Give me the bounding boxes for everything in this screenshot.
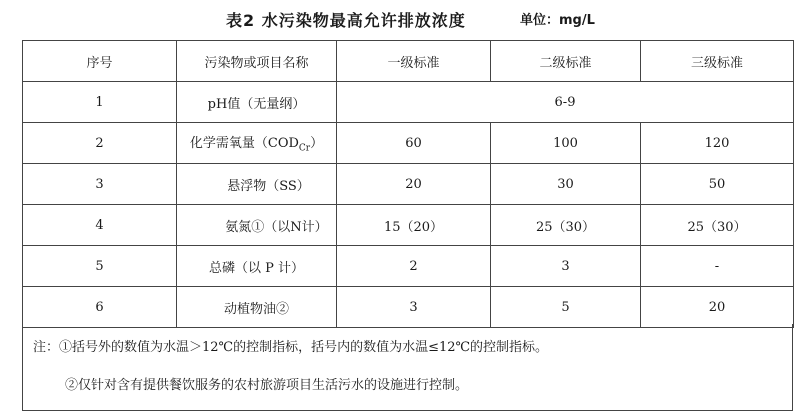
value-level1: 3: [337, 287, 491, 328]
row-no: 2: [23, 123, 177, 164]
value-level2: 25（30）: [491, 205, 641, 246]
value-level3: -: [641, 246, 794, 287]
row-name-tail: ）: [310, 136, 324, 152]
row-name: 悬浮物（SS）: [177, 164, 337, 205]
row-name: [177, 123, 337, 164]
header-name: 污染物或项目名称: [177, 41, 337, 82]
row-no: 4: [23, 205, 177, 246]
value-level3: 20: [641, 287, 794, 328]
value-level2: 30: [491, 164, 641, 205]
table-header-row: [23, 41, 794, 82]
row-no: 1: [23, 82, 177, 123]
value-level2: 3: [491, 246, 641, 287]
row-name: 总磷（以 P 计）: [177, 246, 337, 287]
value-level1: 20: [337, 164, 491, 205]
value-level3: 120: [641, 123, 794, 164]
title-row: [0, 0, 807, 40]
row-no: 6: [23, 287, 177, 328]
table-row: [23, 164, 794, 205]
header-level1: 一级标准: [337, 41, 491, 82]
unit-label: 单位：mg/L: [520, 13, 595, 28]
table-row: [23, 205, 794, 246]
emission-standard-table: [22, 40, 794, 328]
value-level1: 2: [337, 246, 491, 287]
value-level2: 5: [491, 287, 641, 328]
value-level3: 25（30）: [641, 205, 794, 246]
row-name: 动植物油②: [177, 287, 337, 328]
table-title: 表2 水污染物最高允许排放浓度: [226, 11, 466, 30]
row-name: 氨氮①（以N计）: [177, 205, 337, 246]
row-name-main: 化学需氧量（COD: [189, 136, 299, 152]
row-name: pH值（无量纲）: [177, 82, 337, 123]
table-row: [23, 287, 794, 328]
value-level2: 100: [491, 123, 641, 164]
table-row: [23, 246, 794, 287]
table-row: [23, 123, 794, 164]
table-notes: [22, 324, 793, 411]
header-level2: 二级标准: [491, 41, 641, 82]
table-row: [23, 82, 794, 123]
value-level1: 60: [337, 123, 491, 164]
row-no: 3: [23, 164, 177, 205]
header-level3: 三级标准: [641, 41, 794, 82]
merged-value: 6-9: [337, 82, 794, 123]
row-no: 5: [23, 246, 177, 287]
value-level3: 50: [641, 164, 794, 205]
note-1: 注：①括号外的数值为水温＞12℃的控制指标，括号内的数值为水温≤12℃的控制指标。: [33, 340, 549, 355]
header-no: 序号: [23, 41, 177, 82]
row-name-subscript: Cr: [298, 143, 311, 154]
value-level1: 15（20）: [337, 205, 491, 246]
note-2: ②仅针对含有提供餐饮服务的农村旅游项目生活污水的设施进行控制。: [65, 378, 469, 393]
